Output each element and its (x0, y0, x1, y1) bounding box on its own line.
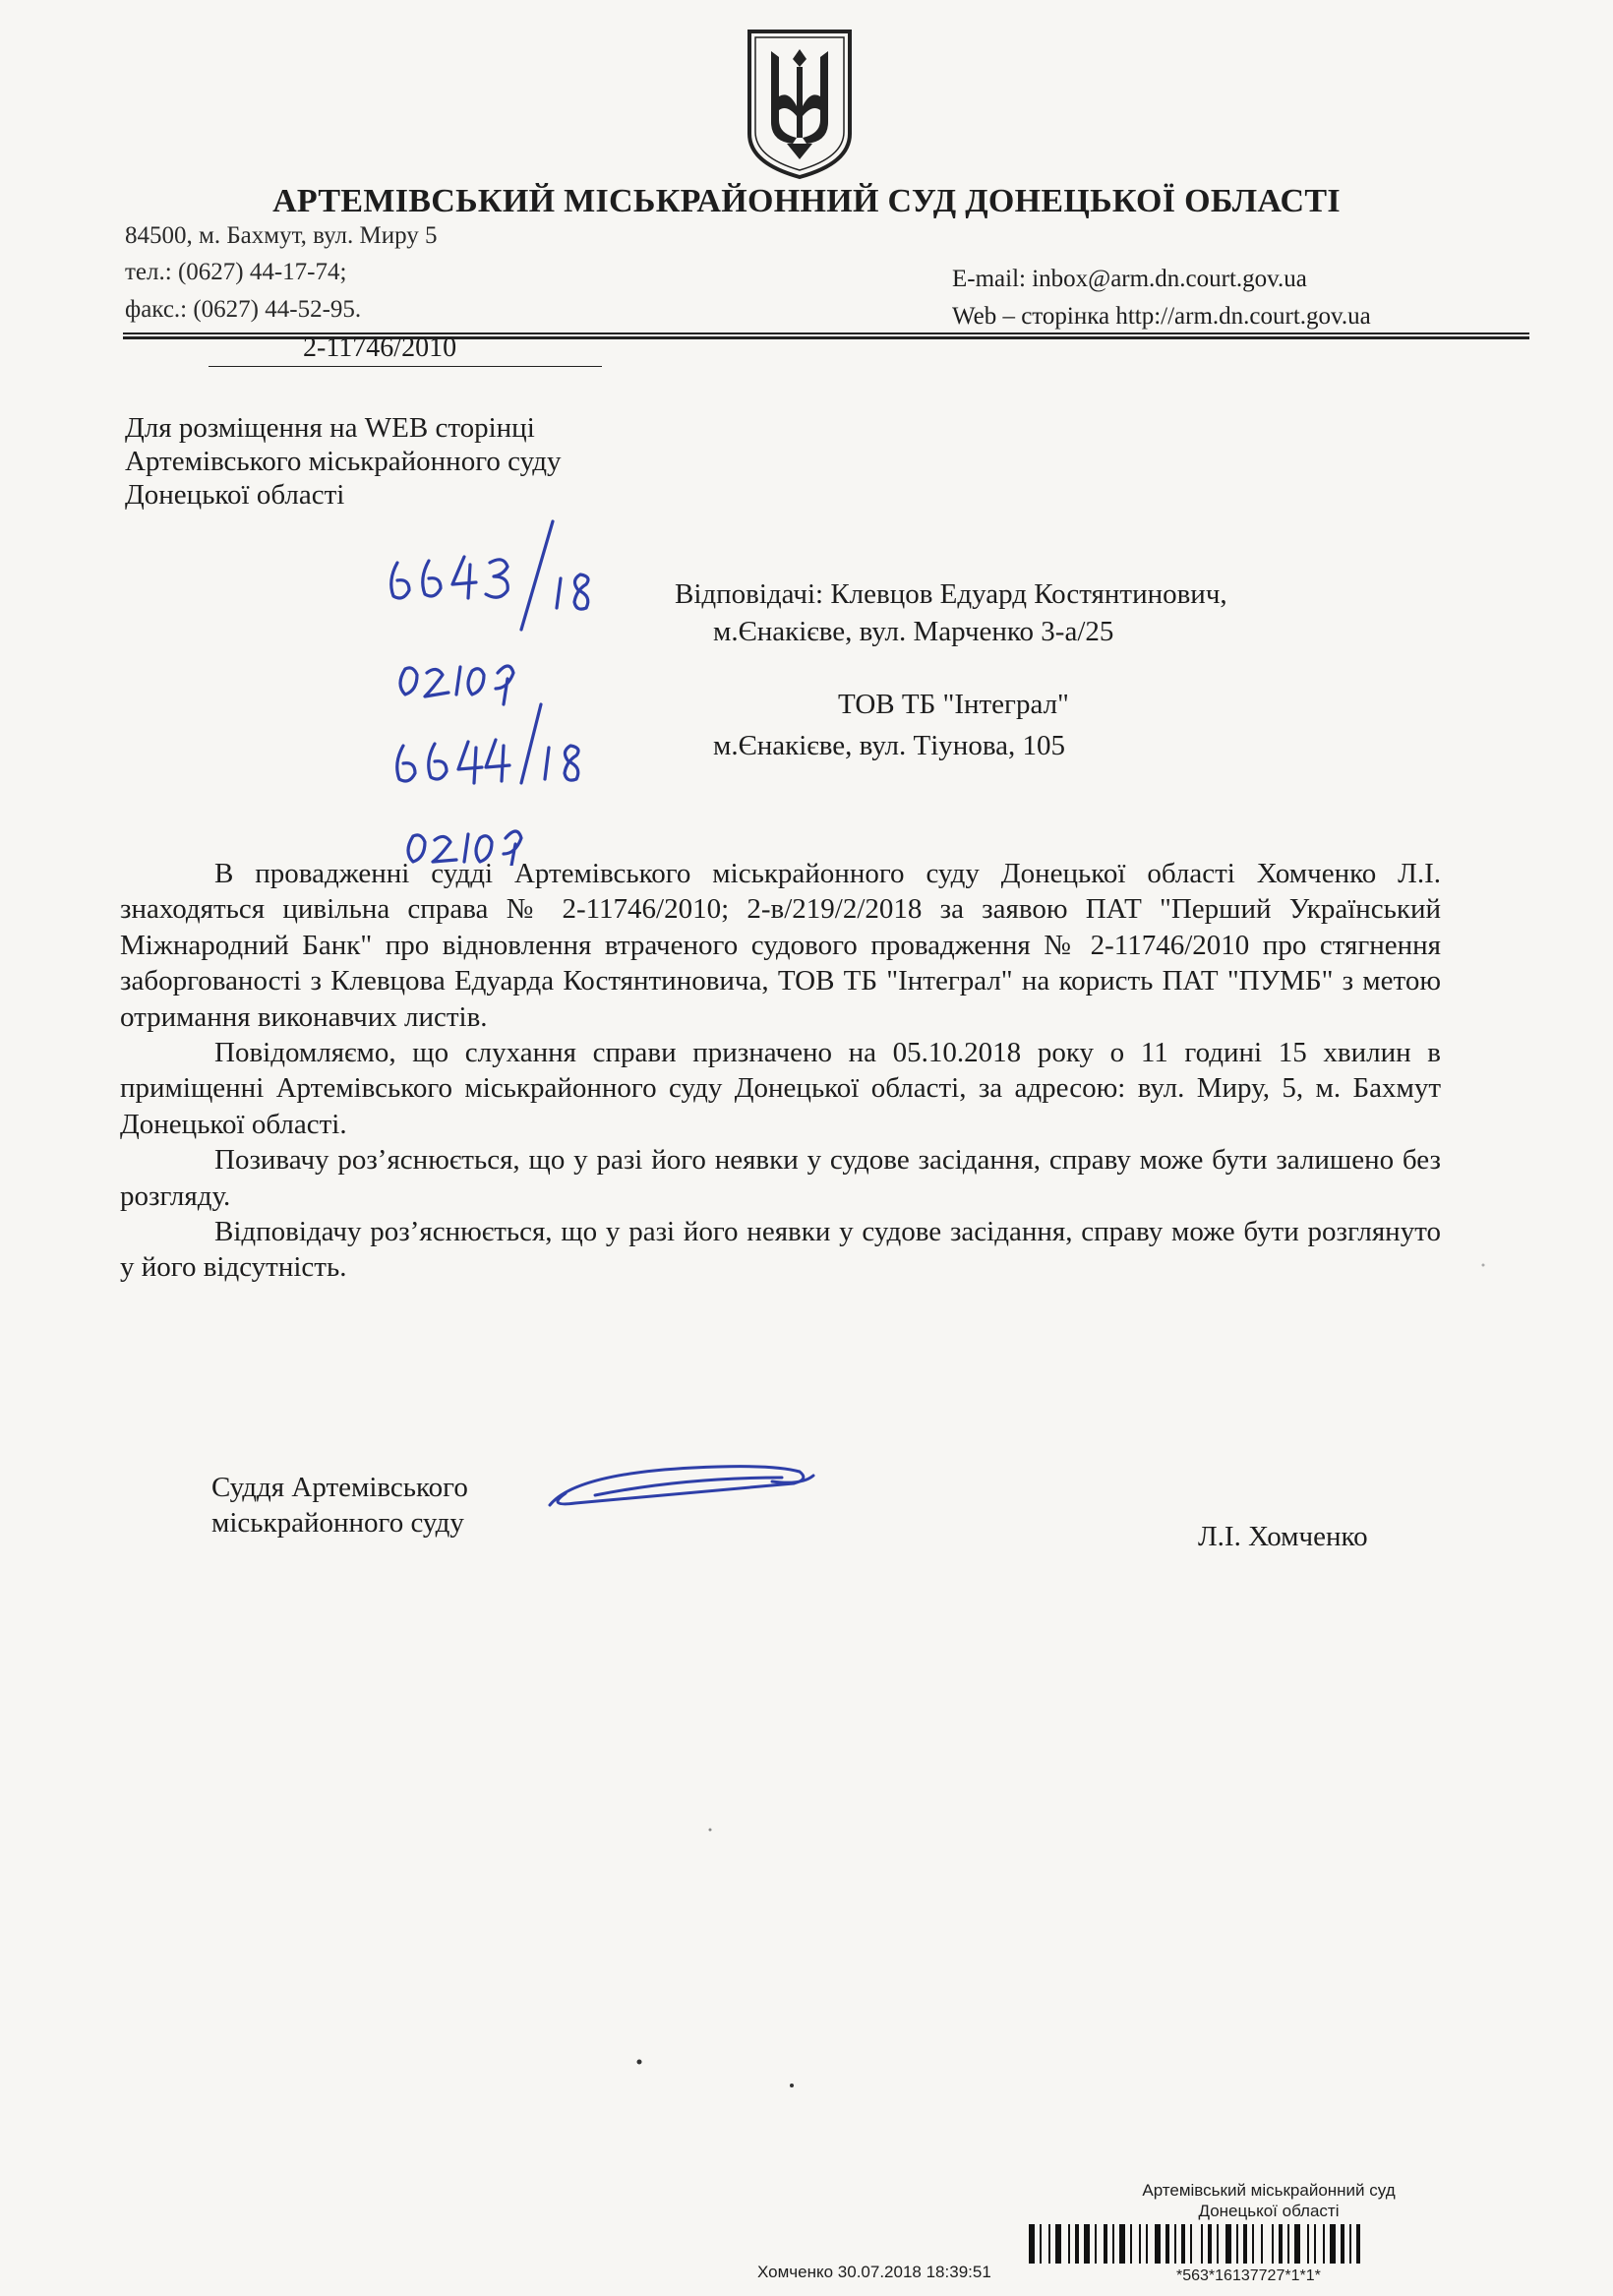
respondent-company: ТОВ ТБ "Інтеграл" (838, 689, 1069, 720)
barcode-bar (1208, 2224, 1212, 2264)
barcode-bar (1130, 2224, 1132, 2264)
barcode-bar (1165, 2224, 1169, 2264)
barcode-bar (1104, 2224, 1107, 2264)
barcode-bar (1356, 2224, 1360, 2264)
barcode-bar (1119, 2224, 1125, 2264)
registration-stamp-org (1102, 2180, 1436, 2221)
respondent-company-address: м.Єнакієве, вул. Тіунова, 105 (713, 730, 1065, 761)
court-email: E-mail: inbox@arm.dn.court.gov.ua (952, 266, 1307, 292)
barcode-bar (1272, 2224, 1274, 2264)
judge-signature (536, 1454, 831, 1523)
barcode-bar (1181, 2224, 1185, 2264)
barcode-bar (1307, 2224, 1309, 2264)
barcode-bar (1294, 2224, 1300, 2264)
judge-name: Л.І. Хомченко (1198, 1521, 1368, 1552)
barcode-bar (1095, 2224, 1097, 2264)
case-number: 2-11746/2010 (303, 332, 457, 363)
barcode-bar (1146, 2224, 1148, 2264)
barcode-bar (1323, 2224, 1325, 2264)
barcode-bar (1201, 2224, 1203, 2264)
barcode-bar (1084, 2224, 1090, 2264)
barcode-bar (1112, 2224, 1114, 2264)
stamp-org-line: Артемівський міськрайонний суд (1142, 2181, 1396, 2200)
barcode-bar (1252, 2224, 1254, 2264)
court-website: Web – сторінка http://arm.dn.court.gov.ua (952, 303, 1371, 330)
stamp-org-line: Донецької області (1198, 2202, 1340, 2220)
registration-user-timestamp: Хомченко 30.07.2018 18:39:51 (757, 2263, 991, 2281)
barcode-bar (1225, 2224, 1231, 2264)
barcode-bar (1341, 2224, 1344, 2264)
barcode-bar (1055, 2224, 1061, 2264)
barcode-bar (1048, 2224, 1050, 2264)
court-address: 84500, м. Бахмут, вул. Миру 5 (125, 222, 438, 249)
barcode-bar (1279, 2224, 1283, 2264)
barcode-bar (1155, 2224, 1161, 2264)
barcode-bar (1217, 2224, 1219, 2264)
respondent-address: м.Єнакієве, вул. Марченко 3-а/25 (713, 616, 1114, 647)
barcode-bar (1190, 2224, 1192, 2264)
barcode-bar (1314, 2224, 1316, 2264)
barcode-bar (1330, 2224, 1336, 2264)
letter-body (120, 856, 1441, 1286)
barcode-bar (1261, 2224, 1263, 2264)
web-note-line: Для розміщення на WEB сторінці (125, 412, 535, 444)
judge-title-line: Суддя Артемівського (211, 1472, 468, 1503)
body-paragraph: Повідомляємо, що слухання справи призначено на 05.10.2018 року о 11 годині 15 хвилин в приміщенні Артемівського міськрайонного суду Донецької області, за адресою: вул. Миру, 5, м. Бахмут Донецької області. (120, 1037, 1441, 1140)
web-note-line: Артемівського міськрайонного суду (125, 446, 562, 477)
case-number-underline (209, 366, 602, 367)
registration-barcode (1025, 2222, 1507, 2266)
court-phone: тел.: (0627) 44-17-74; (125, 259, 347, 285)
barcode-bar (1236, 2224, 1238, 2264)
barcode-bar (1040, 2224, 1042, 2264)
barcode-bar (1243, 2224, 1247, 2264)
barcode-bar (1075, 2224, 1079, 2264)
barcode-bar (1174, 2224, 1176, 2264)
barcode-bar (1068, 2224, 1070, 2264)
respondents-label: Відповідачі: Клевцов Едуард Костянтинович, (675, 578, 1227, 610)
barcode-bar (1287, 2224, 1289, 2264)
web-placement-note (125, 411, 562, 512)
barcode-bar (1029, 2224, 1035, 2264)
judge-title-line: міськрайонного суду (211, 1507, 464, 1539)
body-paragraph: В провадженні судді Артемівського міськрайонного суду Донецької області Хомченко Л.І. знаходяться цивільна справа № 2-11746/2010; 2-в/219/2/2018 за заявою ПАТ "Перший Український Міжнародний Банк" про відновлення втраченого судового провадження № 2-11746/2010 про стягнення заборгованості з Клевцова Едуарда Костянтиновича, ТОВ ТБ "Інтеграл" на користь ПАТ "ПУМБ" з метою отримання виконавчих листів. (120, 858, 1441, 1033)
body-paragraph: Позивачу роз’яснюється, що у разі його неявки у судове засідання, справу може бути залишено без розгляду. (120, 1144, 1441, 1212)
coat-of-arms-emblem (744, 28, 856, 181)
court-fax: факс.: (0627) 44-52-95. (125, 296, 362, 323)
court-title: АРТЕМІВСЬКИЙ МІСЬКРАЙОННИЙ СУД ДОНЕЦЬКОЇ ОБЛАСТІ (272, 183, 1341, 219)
handwritten-registration-notes (374, 512, 688, 866)
barcode-bar (1349, 2224, 1351, 2264)
body-paragraph: Відповідачу роз’яснюється, що у разі його неявки у судове засідання, справу може бути розглянуто у його відсутність. (120, 1216, 1441, 1284)
barcode-bar (1139, 2224, 1141, 2264)
web-note-line: Донецької області (125, 479, 345, 511)
barcode-number: *563*16137727*1*1* (1176, 2267, 1321, 2284)
judge-title (211, 1470, 468, 1541)
